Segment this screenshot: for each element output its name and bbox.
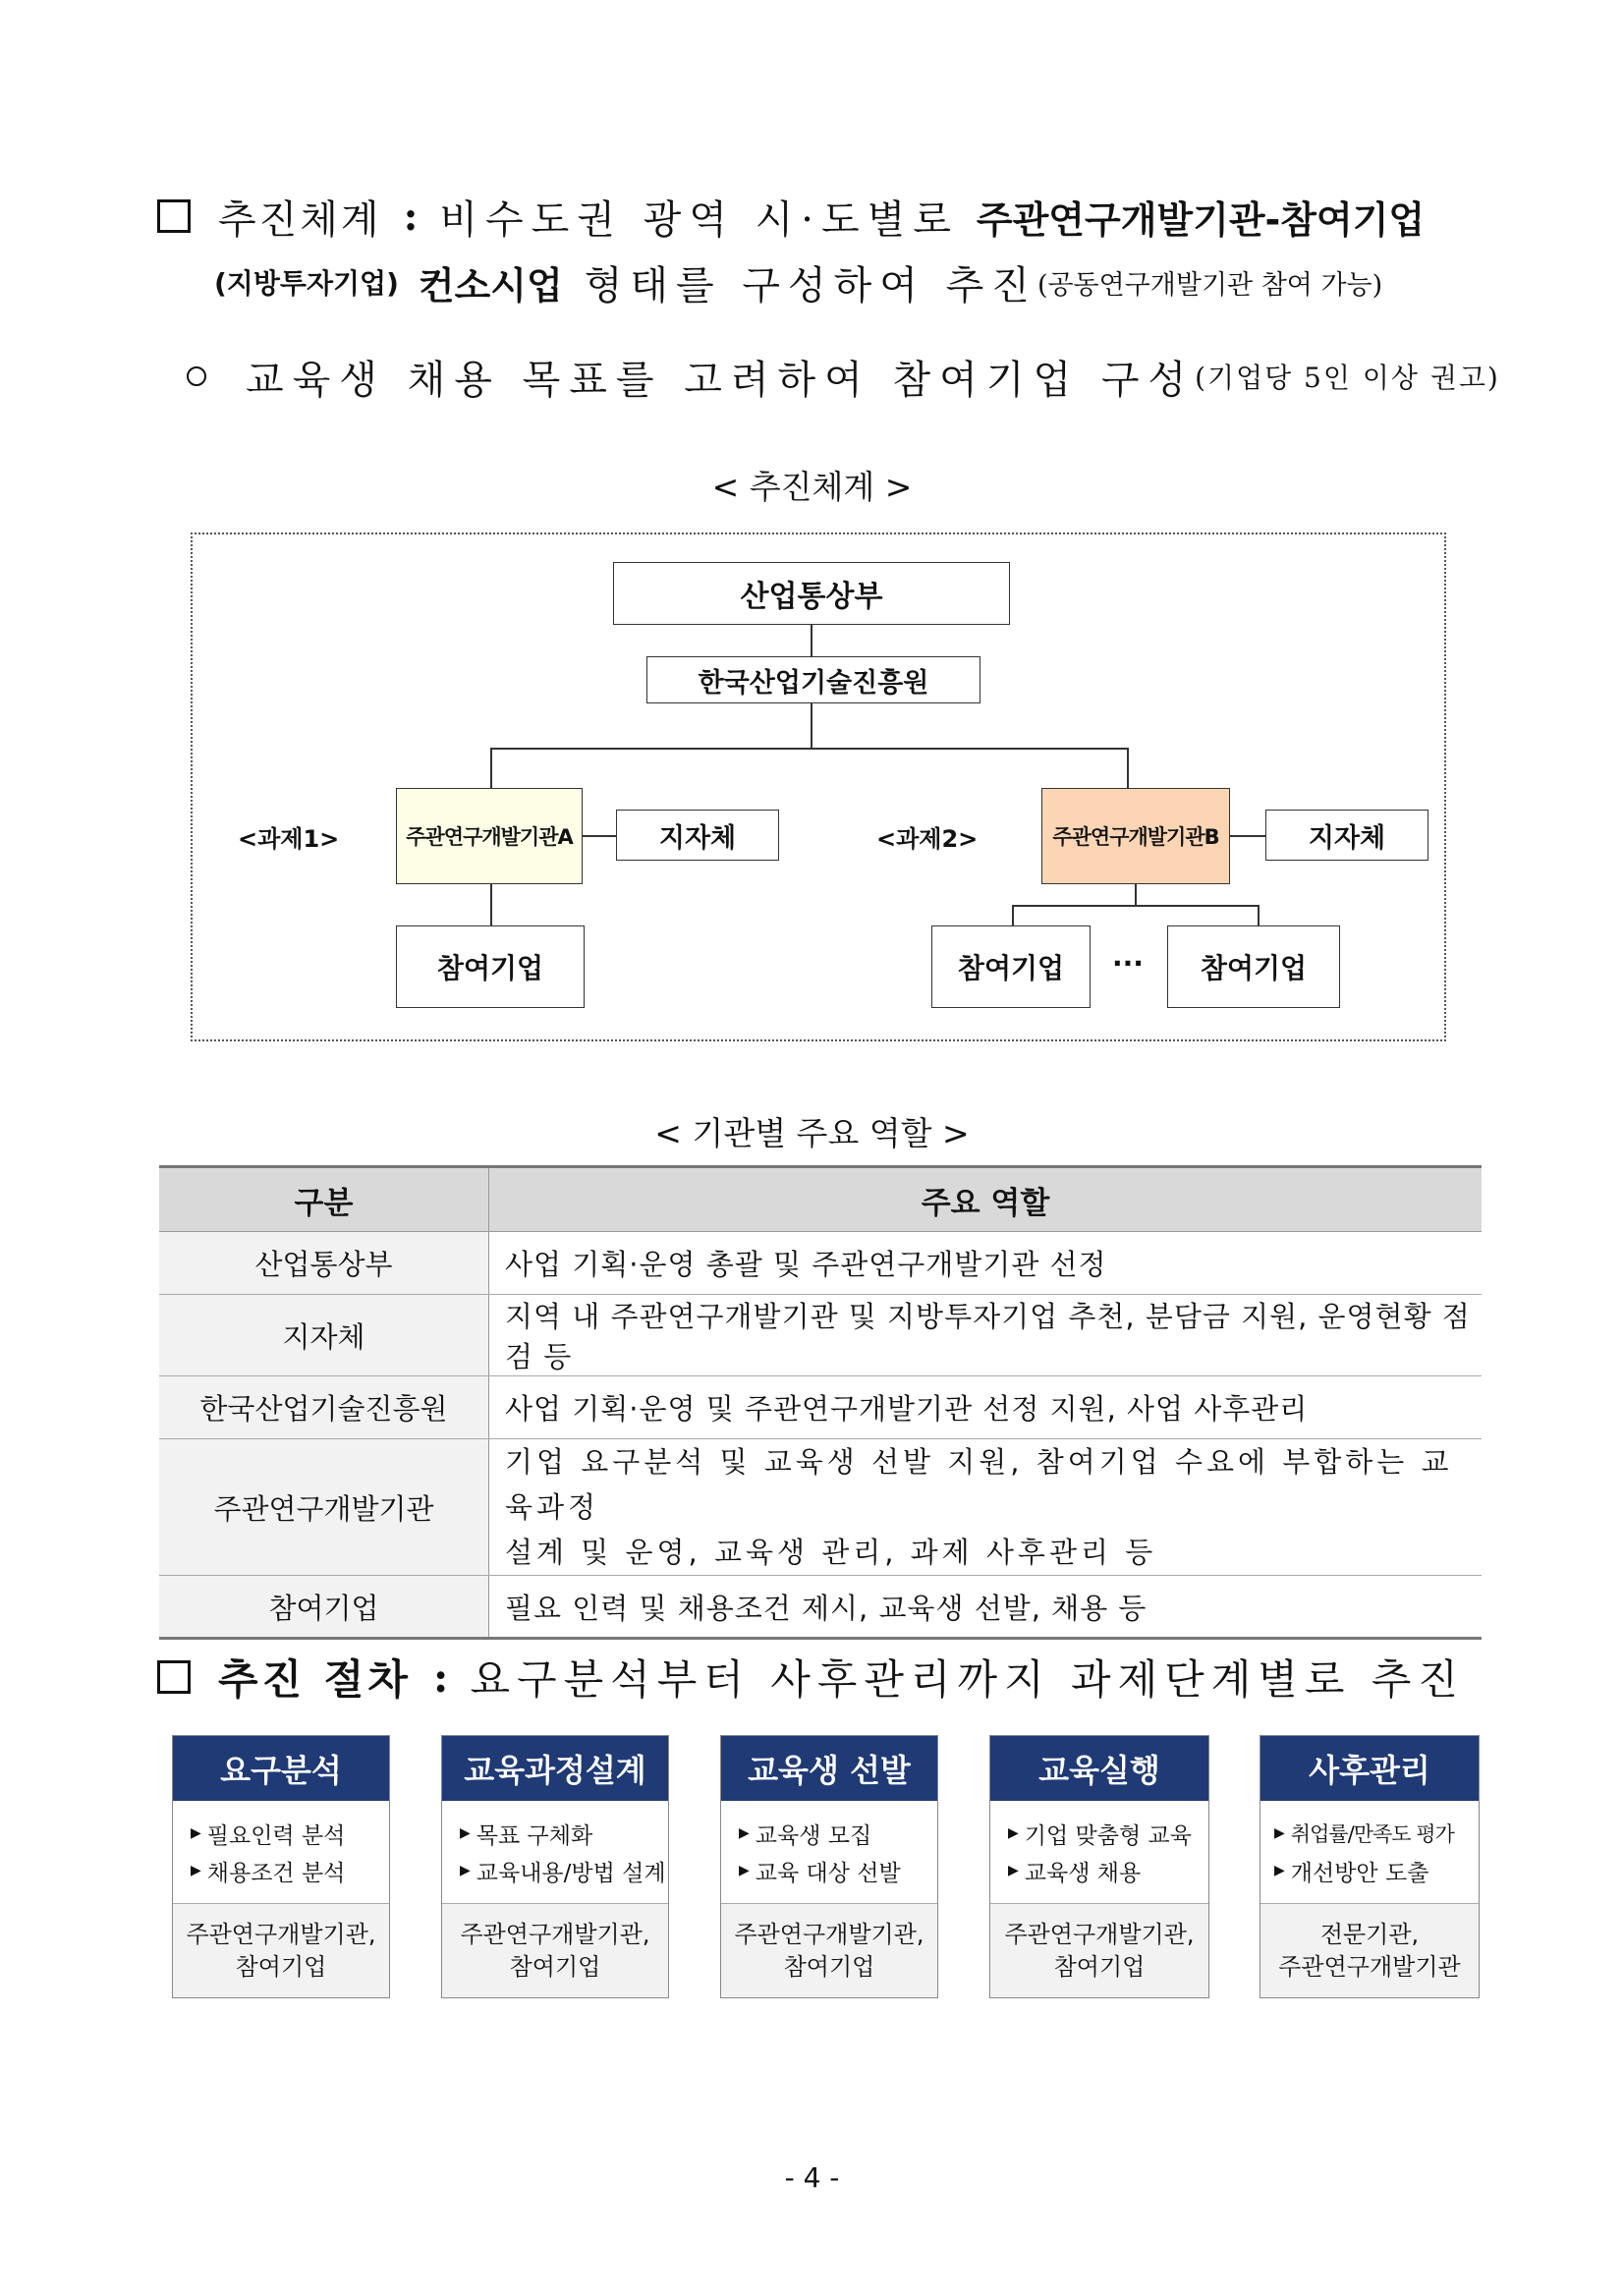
colon: :	[403, 193, 419, 240]
table-header: 구분	[159, 1167, 489, 1232]
connector	[1012, 905, 1260, 907]
connector	[583, 835, 616, 837]
step-item	[1274, 1852, 1479, 1889]
checkbox-icon	[157, 1660, 191, 1694]
step-item-text: 목표 구체화	[476, 1822, 593, 1849]
triangle-bullet-icon: ▶	[739, 1825, 750, 1841]
step-item-text: 교육생 채용	[1024, 1860, 1142, 1886]
task2-tag: <과제2>	[876, 825, 979, 853]
section-text: 비수도권 광역 시·도별로	[439, 196, 959, 243]
step-item-text: 채용조건 분석	[206, 1860, 346, 1886]
step-owner	[1260, 1904, 1479, 1997]
step-item	[1274, 1815, 1479, 1852]
step-item	[1008, 1815, 1208, 1852]
roles-table	[159, 1165, 1482, 1640]
connector	[1258, 905, 1260, 925]
bullet-paren: (기업당 5인 이상 권고)	[1195, 362, 1500, 394]
role-cell: 사업 기획·운영 및 주관연구개발기관 선정 지원, 사업 사후관리	[489, 1376, 1483, 1439]
line2-small-bold: (지방투자기업)	[214, 267, 399, 300]
step-item-text: 교육생 모집	[755, 1822, 872, 1849]
step-card	[441, 1735, 669, 1998]
org-box-lead-a: 주관연구개발기관A	[396, 788, 583, 884]
role-cell	[489, 1439, 1483, 1576]
owner-line: 주관연구개발기관,	[734, 1920, 924, 1948]
line2-text: 형태를 구성하여 추진	[584, 262, 1037, 308]
step-title: 교육실행	[990, 1736, 1208, 1801]
triangle-bullet-icon: ▶	[460, 1825, 471, 1841]
page-number: - 4 -	[784, 2161, 840, 2194]
org-cell: 참여기업	[159, 1576, 489, 1639]
section-heading-structure	[157, 187, 1425, 246]
org-box-participant-1: 참여기업	[396, 925, 585, 1008]
step-item-text: 취업률/만족도 평가	[1290, 1822, 1454, 1846]
line2-paren: (공동연구개발기관 참여 가능)	[1036, 269, 1383, 301]
table-header-row	[159, 1167, 1482, 1232]
section-label: 추진체계	[218, 196, 382, 243]
triangle-bullet-icon: ▶	[1274, 1825, 1285, 1841]
org-cell: 한국산업기술진흥원	[159, 1376, 489, 1439]
step-title: 교육과정설계	[442, 1736, 668, 1801]
table-header: 주요 역할	[489, 1167, 1483, 1232]
owner-line: 참여기업	[1053, 1952, 1146, 1981]
step-card	[989, 1735, 1209, 1998]
table-row	[159, 1439, 1482, 1576]
bullet-text: 교육생 채용 목표를 고려하여 참여기업 구성	[246, 357, 1196, 403]
table-row	[159, 1295, 1482, 1376]
step-owner	[721, 1904, 937, 1997]
org-box-lead-b: 주관연구개발기관B	[1041, 788, 1230, 884]
connector	[490, 884, 492, 925]
connector	[811, 703, 812, 749]
role-line: 설계 및 운영, 교육생 관리, 과제 사후관리 등	[505, 1536, 1157, 1569]
owner-line: 주관연구개발기관,	[186, 1920, 376, 1948]
connector	[490, 748, 1129, 750]
org-box-participant-3: 참여기업	[1167, 925, 1340, 1008]
bullet-line	[187, 346, 1500, 407]
triangle-bullet-icon: ▶	[191, 1863, 201, 1878]
triangle-bullet-icon: ▶	[1274, 1863, 1285, 1878]
step-title: 사후관리	[1260, 1736, 1479, 1801]
owner-line: 주관연구개발기관	[1278, 1952, 1461, 1981]
connector	[1230, 835, 1265, 837]
org-chart-caption: < 추진체계 >	[711, 468, 913, 506]
org-box-local-gov-2: 지자체	[1265, 810, 1428, 861]
step-item	[739, 1815, 937, 1852]
step-card	[172, 1735, 390, 1998]
org-cell: 주관연구개발기관	[159, 1439, 489, 1576]
section-bold-text: 주관연구개발기관-참여기업	[976, 197, 1426, 242]
ellipsis: ···	[1112, 947, 1144, 980]
step-owner	[990, 1904, 1208, 1997]
table-row	[159, 1376, 1482, 1439]
step-item-text: 개선방안 도출	[1290, 1860, 1429, 1886]
step-items	[1260, 1801, 1479, 1904]
connector	[811, 625, 812, 656]
role-cell: 필요 인력 및 채용조건 제시, 교육생 선발, 채용 등	[489, 1576, 1483, 1639]
triangle-bullet-icon: ▶	[1008, 1863, 1019, 1878]
task1-tag: <과제1>	[238, 825, 340, 853]
owner-line: 주관연구개발기관,	[460, 1920, 650, 1948]
step-title: 교육생 선발	[721, 1736, 937, 1801]
section-heading-line2	[214, 252, 1382, 312]
colon: :	[432, 1652, 449, 1702]
step-card	[720, 1735, 938, 1998]
table-row	[159, 1576, 1482, 1639]
org-box-local-gov-1: 지자체	[616, 810, 779, 861]
roles-table-caption: < 기관별 주요 역할 >	[654, 1114, 970, 1152]
step-item	[191, 1815, 389, 1852]
triangle-bullet-icon: ▶	[739, 1863, 750, 1878]
step-owner	[173, 1904, 389, 1997]
circle-bullet-icon	[187, 366, 206, 386]
owner-line: 주관연구개발기관,	[1004, 1920, 1195, 1948]
step-item	[1008, 1852, 1208, 1889]
step-item	[191, 1852, 389, 1889]
step-item	[460, 1852, 668, 1889]
org-box-kiat: 한국산업기술진흥원	[646, 656, 980, 703]
org-box-participant-2: 참여기업	[931, 925, 1091, 1008]
org-cell: 지자체	[159, 1295, 489, 1376]
connector	[1127, 748, 1129, 789]
triangle-bullet-icon: ▶	[1008, 1825, 1019, 1841]
step-item	[739, 1852, 937, 1889]
step-items	[721, 1801, 937, 1904]
table-row	[159, 1232, 1482, 1295]
step-item-text: 기업 맞춤형 교육	[1024, 1822, 1192, 1849]
owner-line: 참여기업	[509, 1952, 601, 1981]
role-cell: 사업 기획·운영 총괄 및 주관연구개발기관 선정	[489, 1232, 1483, 1295]
connector	[1135, 884, 1137, 906]
step-item	[460, 1815, 668, 1852]
owner-line: 참여기업	[783, 1952, 875, 1981]
step-owner	[442, 1904, 668, 1997]
step-items	[442, 1801, 668, 1904]
owner-line: 참여기업	[235, 1952, 327, 1981]
triangle-bullet-icon: ▶	[460, 1863, 471, 1878]
section-heading-procedure	[157, 1643, 1465, 1711]
connector	[1012, 905, 1014, 925]
section-label: 추진 절차	[218, 1655, 412, 1704]
step-items	[173, 1801, 389, 1904]
line2-bold: 컨소시업	[418, 263, 563, 308]
step-item-text: 교육 대상 선발	[755, 1860, 901, 1886]
checkbox-icon	[157, 199, 191, 233]
org-chart-frame	[191, 532, 1446, 1041]
org-cell: 산업통상부	[159, 1232, 489, 1295]
role-line: 기업 요구분석 및 교육생 선발 지원, 참여기업 수요에 부합하는 교육과정	[505, 1445, 1453, 1524]
step-card	[1260, 1735, 1480, 1998]
owner-line: 전문기관,	[1319, 1920, 1420, 1948]
triangle-bullet-icon: ▶	[191, 1825, 201, 1841]
section-text: 요구분석부터 사후관리까지 과제단계별로 추진	[470, 1655, 1465, 1704]
step-items	[990, 1801, 1208, 1904]
org-box-ministry: 산업통상부	[613, 562, 1010, 625]
step-item-text: 필요인력 분석	[206, 1822, 346, 1849]
step-title: 요구분석	[173, 1736, 389, 1801]
connector	[490, 748, 492, 789]
step-item-text: 교육내용/방법 설계	[476, 1860, 666, 1886]
role-cell: 지역 내 주관연구개발기관 및 지방투자기업 추천, 분담금 지원, 운영현황 점검 등	[489, 1295, 1483, 1376]
